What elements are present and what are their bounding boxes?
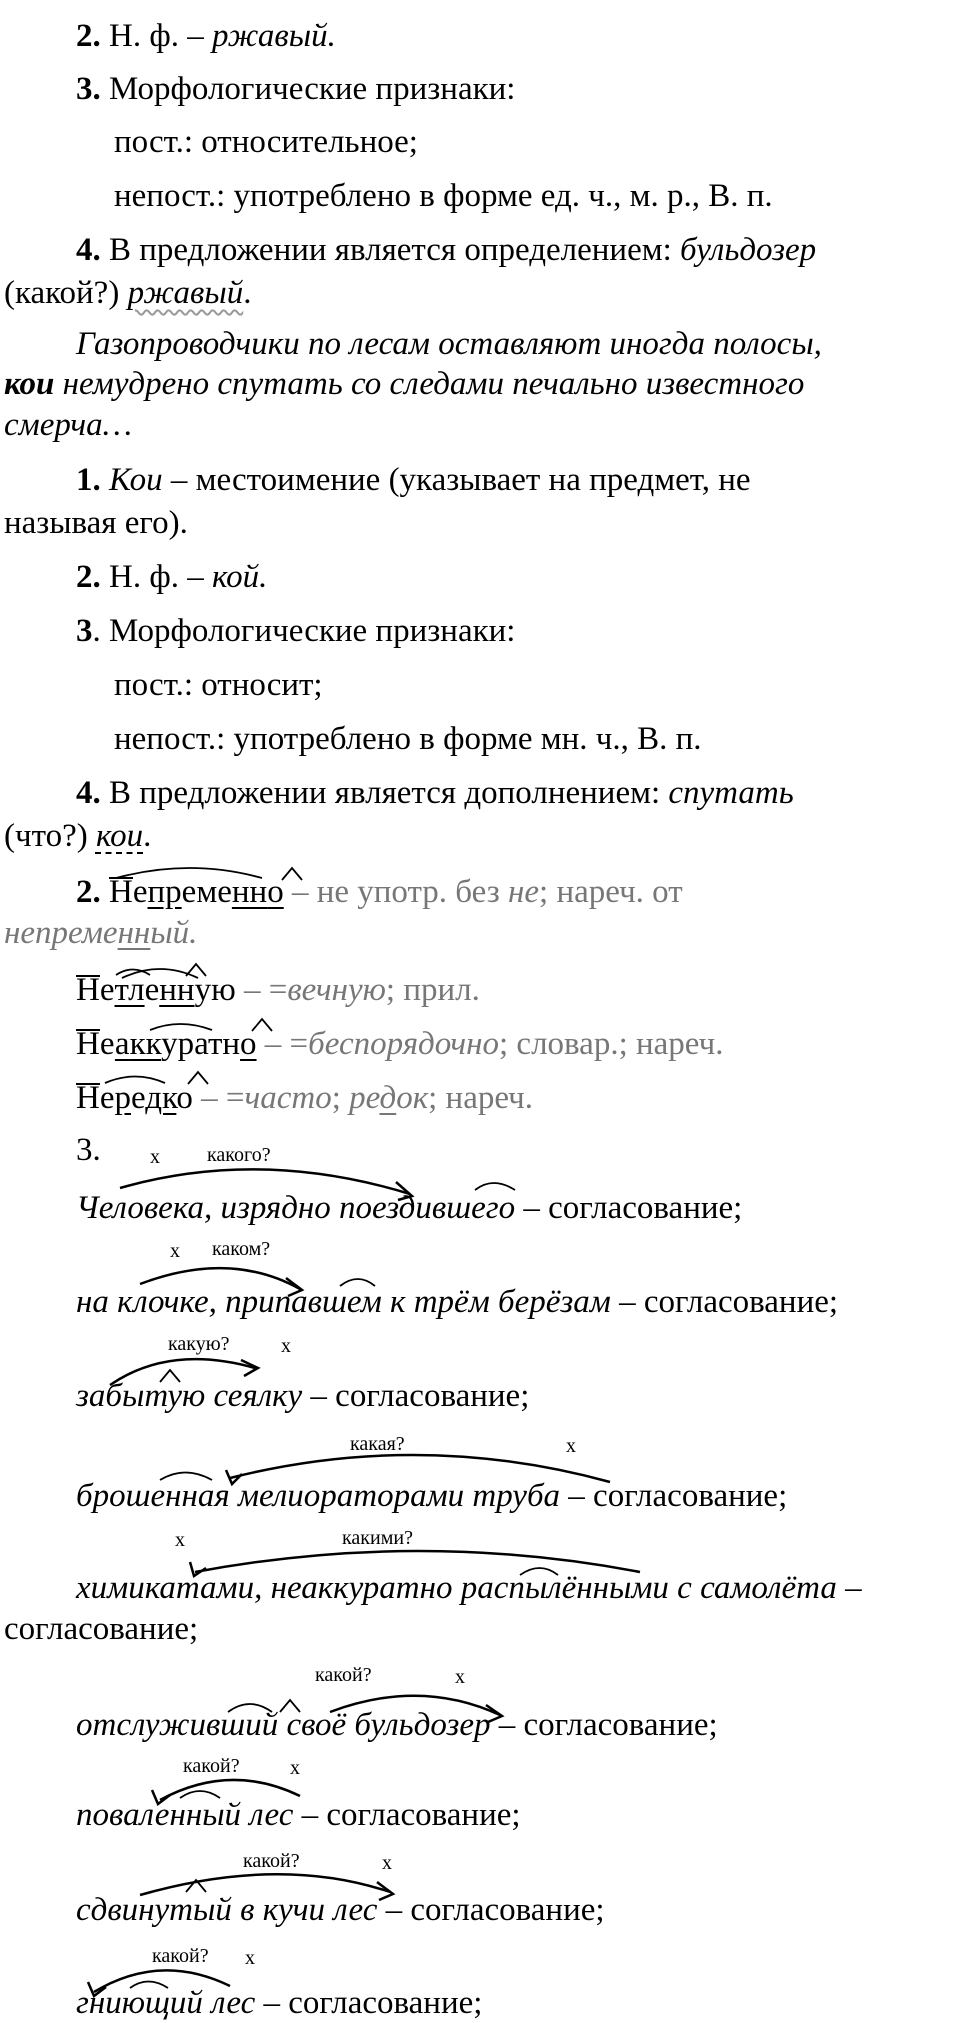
sentence-line3: смерча… bbox=[4, 407, 133, 443]
p3-word1: 2. Непременно – не употр. без не; нареч. от bbox=[76, 874, 683, 910]
prefix-mark: Н bbox=[76, 1080, 100, 1116]
row1-phrase: Человека, изрядно поездившего – согласование; bbox=[76, 1190, 743, 1226]
sentence-line1: Газопроводчики по лесам оставляют иногда полосы, bbox=[76, 326, 822, 362]
row5-phrase: химикатами, неаккуратно распылёнными с самолёта – bbox=[76, 1570, 862, 1606]
row4-phrase: брошенная мелиораторами труба – согласование; bbox=[76, 1478, 788, 1514]
prefix-mark: Н bbox=[76, 1026, 100, 1062]
p1-item3: 3. Морфологические признаки: bbox=[76, 71, 516, 107]
p1-item4: 4. В предложении является определением: бульдозер bbox=[76, 232, 817, 268]
p1-item2: 2. Н. ф. – ржавый. bbox=[76, 18, 336, 54]
row3-x: х bbox=[281, 1335, 291, 1357]
row5-question: какими? bbox=[342, 1527, 413, 1549]
row1-question: какого? bbox=[207, 1144, 271, 1166]
p2-post: пост.: относит; bbox=[114, 667, 323, 703]
row9-x: х bbox=[245, 1947, 255, 1969]
row8-x: х bbox=[382, 1852, 392, 1874]
row9-question: какой? bbox=[152, 1945, 209, 1967]
p1-item4-cont: (какой?) ржавый. bbox=[4, 275, 252, 311]
row7-phrase: поваленный лес – согласование; bbox=[76, 1797, 521, 1833]
p1-nepost: непост.: употреблено в форме ед. ч., м. р., В. п. bbox=[114, 178, 773, 214]
row3-phrase: забытую сеялку – согласование; bbox=[76, 1378, 530, 1414]
row8-question: какой? bbox=[243, 1850, 300, 1872]
prefix-mark: Н bbox=[76, 972, 100, 1008]
row3-question: какую? bbox=[168, 1333, 230, 1355]
p2-item3: 3. Морфологические признаки: bbox=[76, 613, 516, 649]
p1-post: пост.: относительное; bbox=[114, 124, 418, 160]
row2-x: х bbox=[170, 1240, 180, 1262]
row5-x: х bbox=[175, 1529, 185, 1551]
p3-word4: Нередко – =часто; редок; нареч. bbox=[76, 1080, 534, 1116]
p3-word2: Нетленную – =вечную; прил. bbox=[76, 972, 480, 1008]
row7-question: какой? bbox=[183, 1755, 240, 1777]
row6-question: какой? bbox=[315, 1664, 372, 1686]
p2-item2: 2. Н. ф. – кой. bbox=[76, 559, 268, 595]
row4-question: какая? bbox=[350, 1433, 405, 1455]
sentence-line2: кои немудрено спутать со следами печально известного bbox=[4, 366, 805, 402]
row8-phrase: сдвинутый в кучи лес – согласование; bbox=[76, 1892, 605, 1928]
row6-phrase: отслуживший своё бульдозер – согласование; bbox=[76, 1707, 718, 1743]
p2-nepost: непост.: употреблено в форме мн. ч., В. п. bbox=[114, 721, 702, 757]
p2-item1-cont: называя его). bbox=[4, 505, 188, 541]
p2-item1: 1. Кои – местоимение (указывает на предмет, не bbox=[76, 462, 751, 498]
prefix-mark: Н bbox=[109, 874, 133, 910]
row1-x: х bbox=[150, 1146, 160, 1168]
p2-item4-cont: (что?) кои. bbox=[4, 818, 152, 854]
row6-x: х bbox=[455, 1666, 465, 1688]
p3-word1-cont: непременный. bbox=[4, 915, 198, 951]
arrow-head bbox=[241, 1360, 258, 1376]
row7-x: х bbox=[290, 1757, 300, 1779]
row2-question: каком? bbox=[212, 1238, 271, 1260]
p2-item4: 4. В предложении является дополнением: спутать bbox=[76, 775, 794, 811]
row9-phrase: гниющий лес – согласование; bbox=[76, 1985, 483, 2021]
row2-phrase: на клочке, припавшем к трём берёзам – согласование; bbox=[76, 1284, 839, 1320]
p3-word3: Неаккуратно – =беспорядочно; словар.; нареч. bbox=[76, 1026, 724, 1062]
p4-num: 3. bbox=[76, 1132, 101, 1168]
row4-x: х bbox=[566, 1435, 576, 1457]
row5-cont: согласование; bbox=[4, 1611, 199, 1647]
